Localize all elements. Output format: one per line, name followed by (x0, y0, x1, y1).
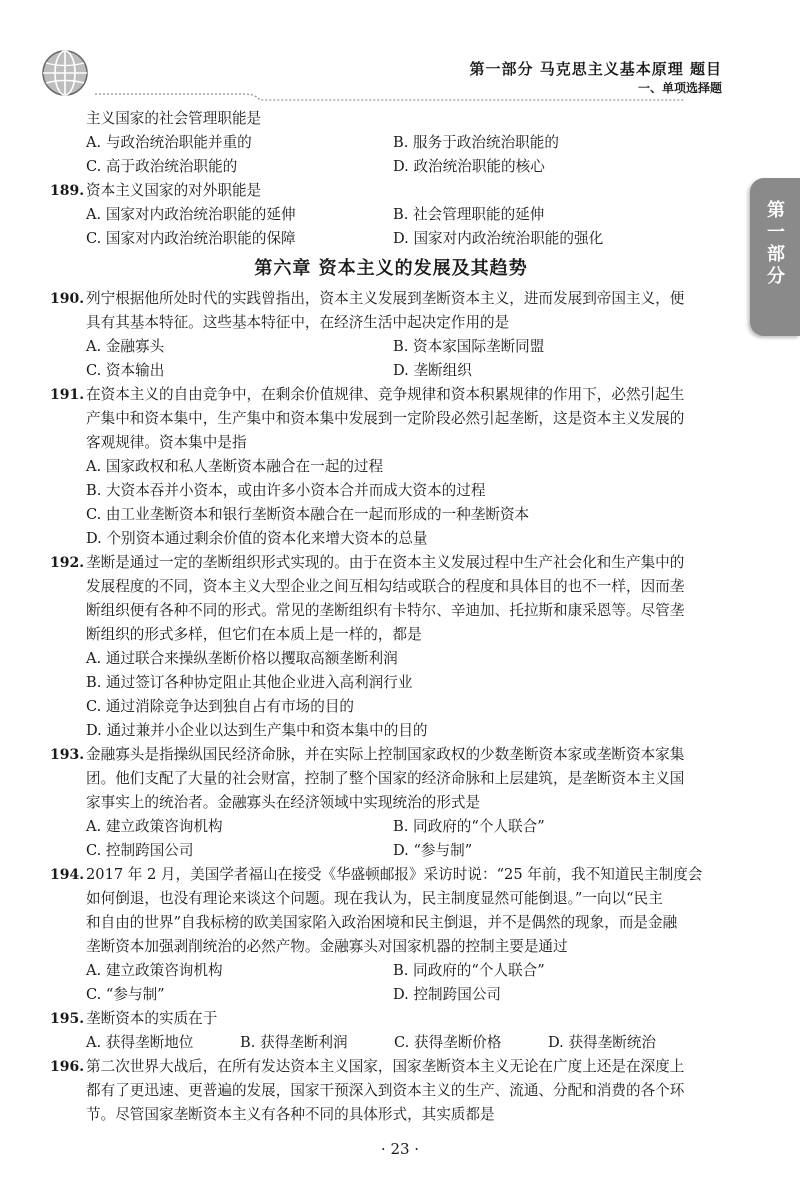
option-b: B. 资本家国际垄断同盟 (393, 338, 545, 355)
question-line: 断组织便有各种不同的形式。常见的垄断组织有卡特尔、辛迪加、托拉斯和康采恩等。尽管垄 (86, 602, 685, 619)
option-a: A. 建立政策咨询机构 (86, 818, 223, 835)
side-tab-label: 第一部分 (764, 200, 785, 288)
question-number: 189. (50, 183, 85, 199)
option-a: A. 国家政权和私人垄断资本融合在一起的过程 (86, 458, 384, 475)
page-number: · 23 · (380, 1140, 420, 1158)
question-line: 和自由的世界”自我标榜的欧美国家陷入政治困境和民主倒退，并不是偶然的现象，而是金融 (86, 914, 678, 931)
option-b: B. 获得垄断利润 (240, 1034, 348, 1051)
question-line: 在资本主义的自由竞争中，在剩余价值规律、竞争规律和资本积累规律的作用下，必然引起生 (86, 386, 685, 403)
options-row (50, 227, 732, 251)
options-row (50, 983, 732, 1007)
option-c: C. 通过消除竞争达到独自占有市场的目的 (86, 698, 355, 715)
question-line: 发展程度的不同，资本主义大型企业之间互相勾结或联合的程度和具体目的也不一样，因而垄 (86, 578, 685, 595)
question-193 (50, 743, 732, 815)
option-b: B. 社会管理职能的延伸 (393, 206, 545, 223)
question-number: 195. (50, 1011, 85, 1027)
option-c: C. 获得垄断价格 (394, 1034, 502, 1051)
question-line: 都有了更迅速、更普遍的发展，国家干预深入到资本主义的生产、流通、分配和消费的各个环 (86, 1082, 685, 1099)
option-a: A. 与政治统治职能并重的 (86, 134, 252, 151)
question-line: 2017 年 2 月，美国学者福山在接受《华盛顿邮报》采访时说：“25 年前，我不知道民主制度会 (86, 866, 703, 883)
question-line: 具有其基本特征。这些基本特征中，在经济生活中起决定作用的是 (86, 314, 510, 331)
question-190 (50, 287, 732, 335)
option-d: D. “参与制” (393, 842, 473, 859)
globe-icon (40, 48, 90, 98)
option-c: C. 高于政治统治职能的 (86, 158, 238, 175)
question-line: 团。他们支配了大量的社会财富，控制了整个国家的经济命脉和上层建筑，是垄断资本主义国 (86, 770, 685, 787)
option-a: A. 金融寡头 (86, 338, 165, 355)
question-192 (50, 551, 732, 647)
option-b: B. 同政府的“个人联合” (393, 818, 545, 835)
chapter-title: 第六章 资本主义的发展及其趋势 (254, 258, 528, 279)
question-line: 垄断是通过一定的垄断组织形式实现的。由于在资本主义发展过程中生产社会化和生产集中的 (86, 554, 685, 571)
question-191 (50, 383, 732, 455)
option-a: A. 建立政策咨询机构 (86, 962, 223, 979)
option-c: C. “参与制” (86, 986, 165, 1003)
question-line: 如何倒退，也没有理论来谈这个问题。现在我认为，民主制度显然可能倒退。”一向以“民主 (86, 890, 663, 907)
option-d: D. 通过兼并小企业以达到生产集中和资本集中的目的 (86, 722, 428, 739)
section-side-tab (750, 178, 800, 336)
options-row (50, 839, 732, 863)
question-list (50, 107, 732, 1127)
question-text: 主义国家的社会管理职能是 (86, 110, 262, 127)
options-row (50, 203, 732, 227)
option-c: C. 控制跨国公司 (86, 842, 194, 859)
options-row (50, 959, 732, 983)
question-line: 家事实上的统治者。金融寡头在经济领域中实现统治的形式是 (86, 794, 481, 811)
option-c: C. 由工业垄断资本和银行垄断资本融合在一起而形成的一种垄断资本 (86, 506, 530, 523)
question-line: 列宁根据他所处时代的实践曾指出，资本主义发展到垄断资本主义，进而发展到帝国主义，便 (86, 290, 685, 307)
option-a: A. 通过联合来操纵垄断价格以攫取高额垄断利润 (86, 650, 398, 667)
option-b: B. 大资本吞并小资本，或由许多小资本合并而成大资本的过程 (86, 482, 486, 499)
question-text: 资本主义国家的对外职能是 (86, 182, 262, 199)
question-line: 节。尽管国家垄断资本主义有各种不同的具体形式，其实质都是 (86, 1106, 495, 1123)
option-d: D. 控制跨国公司 (393, 986, 502, 1003)
option-b: B. 服务于政治统治职能的 (393, 134, 559, 151)
question-line: 金融寡头是指操纵国民经济命脉，并在实际上控制国家政权的少数垄断资本家或垄断资本家集 (86, 746, 685, 763)
question-195 (50, 1007, 732, 1031)
option-a: A. 国家对内政治统治职能的延伸 (86, 206, 296, 223)
question-line: 垄断资本加强剥削统治的必然产物。金融寡头对国家机器的控制主要是通过 (86, 938, 568, 955)
options-row (50, 131, 732, 155)
option-a: A. 获得垄断地位 (86, 1034, 194, 1051)
question-number: 191. (50, 387, 85, 403)
question-line: 第二次世界大战后，在所有发达资本主义国家，国家垄断资本主义无论在广度上还是在深度上 (86, 1058, 685, 1075)
option-b: B. 通过签订各种协定阻止其他企业进入高利润行业 (86, 674, 413, 691)
options-row (50, 359, 732, 383)
question-text: 垄断资本的实质在于 (86, 1010, 218, 1027)
header-subtitle: 一、单项选择题 (637, 81, 722, 95)
question-number: 194. (50, 867, 85, 883)
option-d: D. 政治统治职能的核心 (393, 158, 545, 175)
options-row (50, 155, 732, 179)
question-line: 产集中和资本集中，生产集中和资本集中发展到一定阶段必然引起垄断，这是资本主义发展的 (86, 410, 685, 427)
question-number: 193. (50, 747, 85, 763)
options-row (50, 1031, 732, 1055)
option-d: D. 获得垄断统治 (548, 1034, 657, 1051)
option-c: C. 国家对内政治统治职能的保障 (86, 230, 296, 247)
header-dotted-rule (95, 92, 685, 102)
option-d: D. 垄断组织 (393, 362, 472, 379)
question-number: 192. (50, 555, 85, 571)
question-number: 196. (50, 1059, 85, 1075)
question-194 (50, 863, 732, 959)
question-line: 断组织的形式多样，但它们在本质上是一样的，都是 (86, 626, 422, 643)
question-189 (50, 179, 732, 203)
options-row (50, 815, 732, 839)
option-b: B. 同政府的“个人联合” (393, 962, 545, 979)
option-c: C. 资本输出 (86, 362, 165, 379)
option-d: D. 国家对内政治统治职能的强化 (393, 230, 604, 247)
question-196 (50, 1055, 732, 1127)
question-line: 客观规律。资本集中是指 (86, 434, 247, 451)
option-d: D. 个别资本通过剩余价值的资本化来增大资本的总量 (86, 530, 428, 547)
question-number: 190. (50, 291, 85, 307)
options-row (50, 335, 732, 359)
header-title: 第一部分 马克思主义基本原理 题目 (469, 60, 722, 78)
